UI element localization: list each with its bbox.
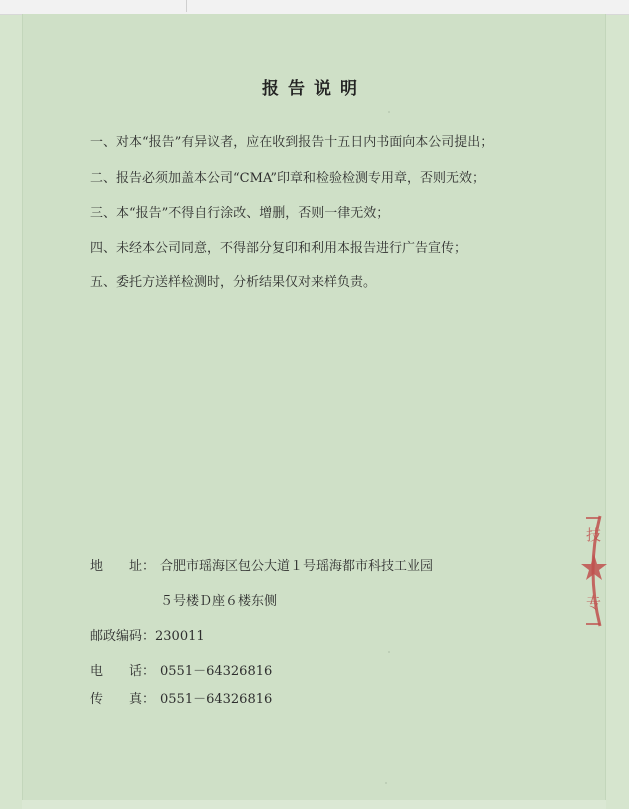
notice-item-3: 三、本“报告”不得自行涂改、增删，否则一律无效； [90, 206, 390, 221]
paper-speck [385, 782, 387, 784]
postcode-line: 邮政编码：230011 [90, 629, 205, 644]
phone-value: 0551－64326816 [160, 664, 273, 679]
paper-speck [388, 111, 390, 113]
page-bottom-edge [22, 800, 606, 809]
toolbar-divider [186, 0, 187, 12]
notice-item-1: 一、对本“报告”有异议者，应在收到报告十五日内书面向本公司提出； [90, 135, 494, 150]
address-label: 地 址： [90, 559, 156, 574]
seal-stamp-icon [580, 512, 629, 630]
notice-item-5: 五、委托方送样检测时，分析结果仅对来样负责。 [90, 275, 377, 290]
fax-label: 传 真： [90, 692, 156, 707]
phone-label: 电 话： [90, 664, 156, 679]
notice-item-2: 二、报告必须加盖本公司“CMA”印章和检验检测专用章，否则无效； [90, 171, 486, 186]
address-line-1: 合肥市瑶海区包公大道１号瑶海都市科技工业园 [160, 559, 434, 574]
paper-speck [388, 651, 390, 653]
top-toolbar-strip [0, 0, 629, 15]
page-title: 报告说明 [262, 79, 366, 99]
document-page [22, 14, 606, 800]
fax-value: 0551－64326816 [160, 692, 273, 707]
notice-item-4: 四、未经本公司同意，不得部分复印和利用本报告进行广告宣传； [90, 241, 468, 256]
svg-text:专: 专 [586, 594, 602, 612]
svg-text:技: 技 [586, 526, 602, 544]
partial-red-seal-stamp [580, 512, 629, 630]
address-line-2: ５号楼Ｄ座６楼东侧 [160, 594, 278, 609]
